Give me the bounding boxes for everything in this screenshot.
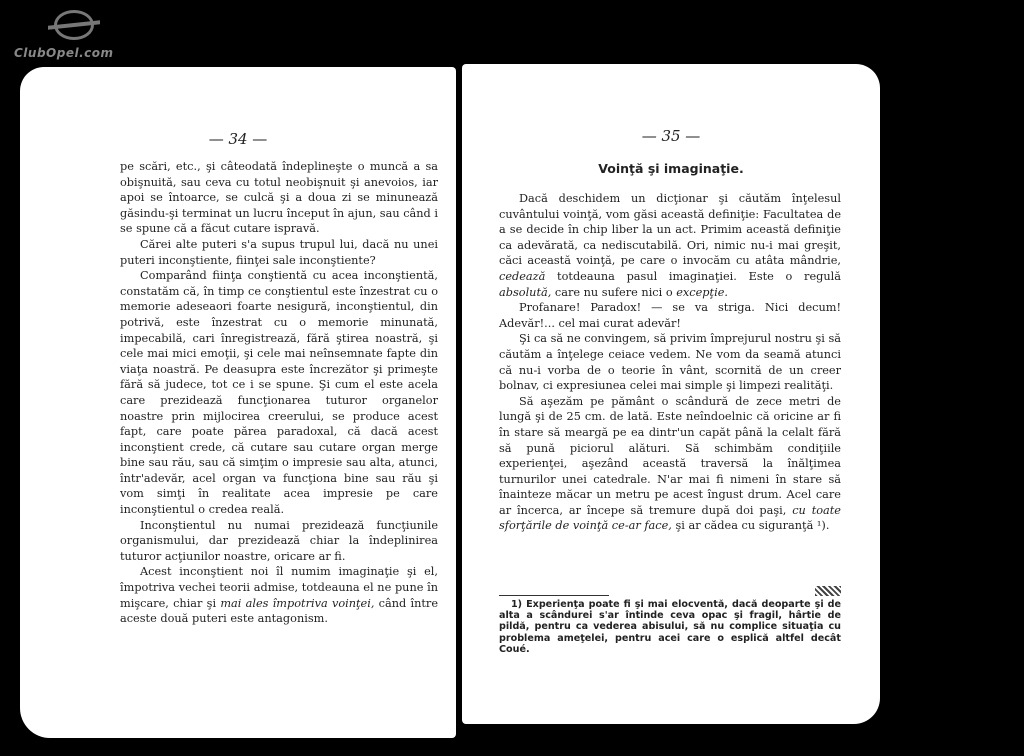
paragraph: Comparând fiinţa conştientă cu acea inconştientă, constatăm că, în timp ce conştientul este înzestrat cu o memorie adeseaori foarte nesigură, inconştientul, din potrivă, este înzestrat cu o memorie minunată, impecabilă, cari înregistrează, fără ştirea noastră, şi cele mai mici emoţii, şi cele mai neînsemnate fapte din viaţa noastră. Pe deasupra este încrezător şi primeşte fără să judece, tot ce i se spune. Şi cum el este acela care prezidează funcţionarea tuturor organelor noastre prin mijlocirea creerului, se produce acest fapt, care poate părea paradoxal, că dacă acest inconştient crede, că cutare sau cutare organ merge bine sau rău, sau că simţim o impresie sau alta, atunci, într'adevăr, acel organ va funcţiona bine sau rău şi vom simţi în realitate acea impresie pe care inconştientul o credea reală. [120, 269, 438, 517]
chapter-title: Voinţă şi imaginaţie. [598, 161, 744, 176]
paragraph: Cărei alte puteri s'a supus trupul lui, dacă nu unei puteri inconştiente, fiinţei sale inconştiente? [120, 237, 438, 267]
watermark-logo [14, 8, 114, 62]
footnote: 1) Experienţa poate fi şi mai elocventă, dacă deoparte şi de alta a scândurei s'ar întinde ceva opac şi fragil, hârtie de pildă, pentru ca vederea abisului, să nu complice situaţia cu problema ameţelei, pentru acei care o esplică altfel decât Coué. [499, 599, 841, 655]
page-number-right: — 35 — [641, 127, 701, 145]
right-page [462, 64, 880, 724]
paragraph: Inconştientul nu numai prezidează funcţiunile organismului, dar prezidează chiar la îndeplinirea tuturor acţiunilor noastre, oricare ar fi. [120, 518, 438, 563]
paragraph: Profanare! Paradox! — se va striga. Nici decum! Adevăr!... cel mai curat adevăr! [499, 301, 841, 330]
paragraph: Şi ca să ne convingem, să privim împrejurul nostru şi să căutăm a înţelege ceiace vedem. Ne vom da seamă atunci că nu-i vorba de o teorie în vânt, scornită de un creer bolnav, ci expresiunea celei mai simple şi limpezi realităţi. [499, 332, 841, 393]
watermark-text: ClubOpel.com [14, 46, 114, 60]
right-page-body [499, 191, 841, 534]
paragraph: Să aşezăm pe pământ o scândură de zece metri de lungă şi de 25 cm. de lată. Este neîndoelnic că oricine ar fi în stare să meargă pe ea dintr'un capăt până la celalt fără să pună piciorul alături. Să schimbăm condiţiile experienţei, aşezând această traversă la înălţimea turnurilor unei catedrale. N'ar mai fi nimeni în stare să înainteze măcar un metru pe acest îngust drum. Acel care ar încerca, ar începe să tremure după doi paşi, cu toate sforţările de voinţă ce-ar face, şi ar cădea cu siguranţă ¹). [499, 394, 841, 533]
paragraph: Acest inconştient noi îl numim imaginaţie şi el, împotriva vechei teorii admise, totdeauna el ne pune în mişcare, chiar şi mai ales împotriva voinţei, când între aceste două puteri este antagonism. [120, 565, 438, 626]
left-page [20, 67, 456, 738]
paragraph: Dacă deschidem un dicţionar şi căutăm înţelesul cuvântului voinţă, vom găsi această definiţie: Facultatea de a se decide în chip liber la un act. Primim această definiţie ca adevărată, ca nediscutabilă. Ori, nimic nu-i mai greşit, căci această voinţă, pe care o invocăm cu atâta mândrie, cedează totdeauna pasul imaginaţiei. Este o regulă absolută, care nu sufere nici o excepţie. [499, 192, 841, 299]
print-smudge [815, 586, 841, 596]
footnote-rule [499, 595, 609, 596]
left-page-body [120, 159, 438, 627]
page-number-left: — 34 — [208, 130, 268, 148]
paragraph: pe scări, etc., şi câteodată îndeplineşte o muncă a sa obişnuită, sau ceva cu totul neobişnuit şi anevoios, iar apoi se întoarce, se culcă şi a doua zi se minunează găsindu-şi terminat un lucru început în ajun, sau când i se spune că a făcut cutare ispravă. [120, 160, 438, 236]
